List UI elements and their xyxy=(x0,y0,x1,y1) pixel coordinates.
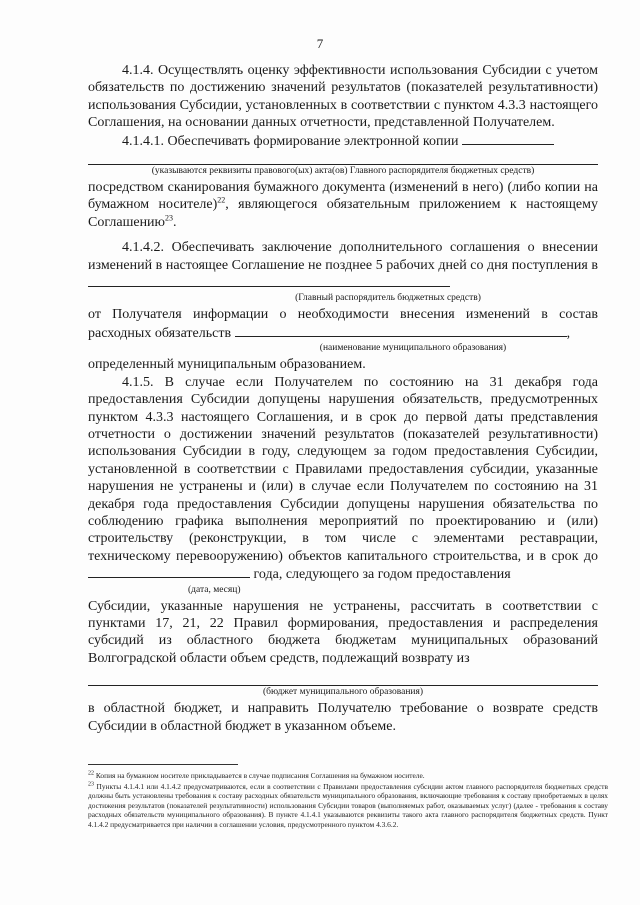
fill-in-blank-municipality xyxy=(235,324,567,337)
fill-in-blank-date xyxy=(88,565,250,578)
paragraph-4-1-4: 4.1.4. Осуществлять оценку эффективности использования Субсидии с учетом обязательств по достижению значений результатов (показателей результативности) использования Субсидии, установленных в соответствии с пунктом 4.3.3 настоящего Соглашения, на основании данных отчетности, представленной Получателем. xyxy=(88,63,598,131)
footnote-ref-23: 23 xyxy=(165,213,174,223)
fill-in-line-budget xyxy=(88,673,598,686)
paragraph-4-1-4-2 xyxy=(88,239,598,292)
paragraph-4-1-5-text: 4.1.5. В случае если Получателем по состоянию на 31 декабря года предоставления Субсидии допущены нарушения обязательств, предусмотренных пунктом 4.3.3 настоящего Соглашения, и в срок до первой даты представления отчетности о достижении значений результатов (показателей результативности) использования Субсидии в году, следующем за годом предоставления Субсидии, установленной в соответствии с Правилами предоставления субсидии, указанные нарушения не устранены и (или) в случае если Получателем по состоянию на 31 декабря года предоставления Субсидии допущены нарушения обязательства по соблюдению графика выполнения мероприятий по проектированию и (или) строительству (реконструкции, в том числе с элементами реставрации, техническому перевооружению) объектов капитального строительства, и в срок до xyxy=(88,374,598,564)
fill-in-blank xyxy=(462,132,554,145)
footnotes xyxy=(88,764,608,831)
fill-in-blank-gr xyxy=(88,274,450,287)
caption-chief-manager: (Главный распорядитель бюджетных средств) xyxy=(295,293,481,304)
footnote-ref-22: 22 xyxy=(217,195,226,205)
document-body xyxy=(88,62,598,735)
paragraph-4-1-4-1-end: . xyxy=(173,214,177,230)
paragraph-4-1-4-1-cont-text: посредством сканирования бумажного документа (изменений в него) (либо копии на бумажном носителе) xyxy=(88,180,598,213)
footnote-22-number: 22 xyxy=(88,770,94,777)
paragraph-4-1-4-2-cont-text: от Получателя информации о необходимости внесения изменений в состав расходных обязательств xyxy=(88,307,598,341)
paragraph-4-1-4-1-cont-text-2: , являющегося обязательным приложением к настоящему Соглашению xyxy=(88,197,598,230)
paragraph-4-1-4-1-text: 4.1.4.1. Обеспечивать формирование электронной копии xyxy=(122,133,459,149)
paragraph-4-1-5 xyxy=(88,374,598,584)
caption-municipal-budget: (бюджет муниципального образования) xyxy=(262,687,424,698)
footnote-23-number: 23 xyxy=(88,781,94,788)
comma: , xyxy=(566,325,571,341)
footnote-22 xyxy=(88,771,608,781)
paragraph-4-1-5-continuation: Субсидии, указанные нарушения не устранены, рассчитать в соответствии с пунктами 17, 21, 22 Правил формирования, предоставления и распределения субсидий из областного бюджета бюджетам муниципальных образований Волгоградской области объем средств, подлежащий возврату из xyxy=(88,598,598,666)
page-number: 7 xyxy=(316,36,324,51)
caption-legal-act: (указываются реквизиты правового(ых) акта(ов) Главного распорядителя бюджетных средств) xyxy=(151,166,535,177)
footnote-22-text: Копия на бумажном носителе прикладывается в случае подписания Соглашения на бумажном носителе. xyxy=(95,771,425,780)
paragraph-4-1-4-2-text: 4.1.4.2. Обеспечивать заключение дополнительного соглашения о внесении изменений в настоящее Соглашение не позднее 5 рабочих дней со дня поступления в xyxy=(88,240,598,273)
fill-in-line xyxy=(88,152,598,165)
footnote-23 xyxy=(88,782,608,830)
paragraph-4-1-4-2-end: определенный муниципальным образованием. xyxy=(88,357,366,373)
caption-date-month: (дата, месяц) xyxy=(188,584,241,595)
caption-municipality-name: (наименование муниципального образования) xyxy=(319,343,507,354)
footnote-23-text: Пункты 4.1.4.1 или 4.1.4.2 предусматриваются, если в соответствии с Правилами предоставления субсидии актом главного распорядителя бюджетных средств должны быть установлены требования к составу расходных обязательств муниципального образования, включающие требования к составу приобретаемых в целях достижения результатов (показателей результативности) использования Субсидии товаров (выполняемых работ, оказываемых услуг) (далее - требования к составу расходных обязательств муниципального образования). В пункте 4.1.4.1 указываются реквизиты такого акта главного распорядителя бюджетных средств. Пункт 4.1.4.2 предусматривается при наличии в соглашении условия, предусмотренного пунктом 4.3.6.2. xyxy=(88,781,608,829)
paragraph-4-1-4-1-continuation xyxy=(88,179,598,231)
paragraph-4-1-4-2-continuation xyxy=(88,306,598,342)
paragraph-4-1-5-end: в областной бюджет, и направить Получателю требование о возврате средств Субсидии в областной бюджет в указанном объеме. xyxy=(88,701,598,734)
footnote-separator xyxy=(88,764,238,765)
paragraph-4-1-4-1 xyxy=(88,132,598,150)
paragraph-4-1-5-after-blank: года, следующего за годом предоставления xyxy=(253,567,511,583)
